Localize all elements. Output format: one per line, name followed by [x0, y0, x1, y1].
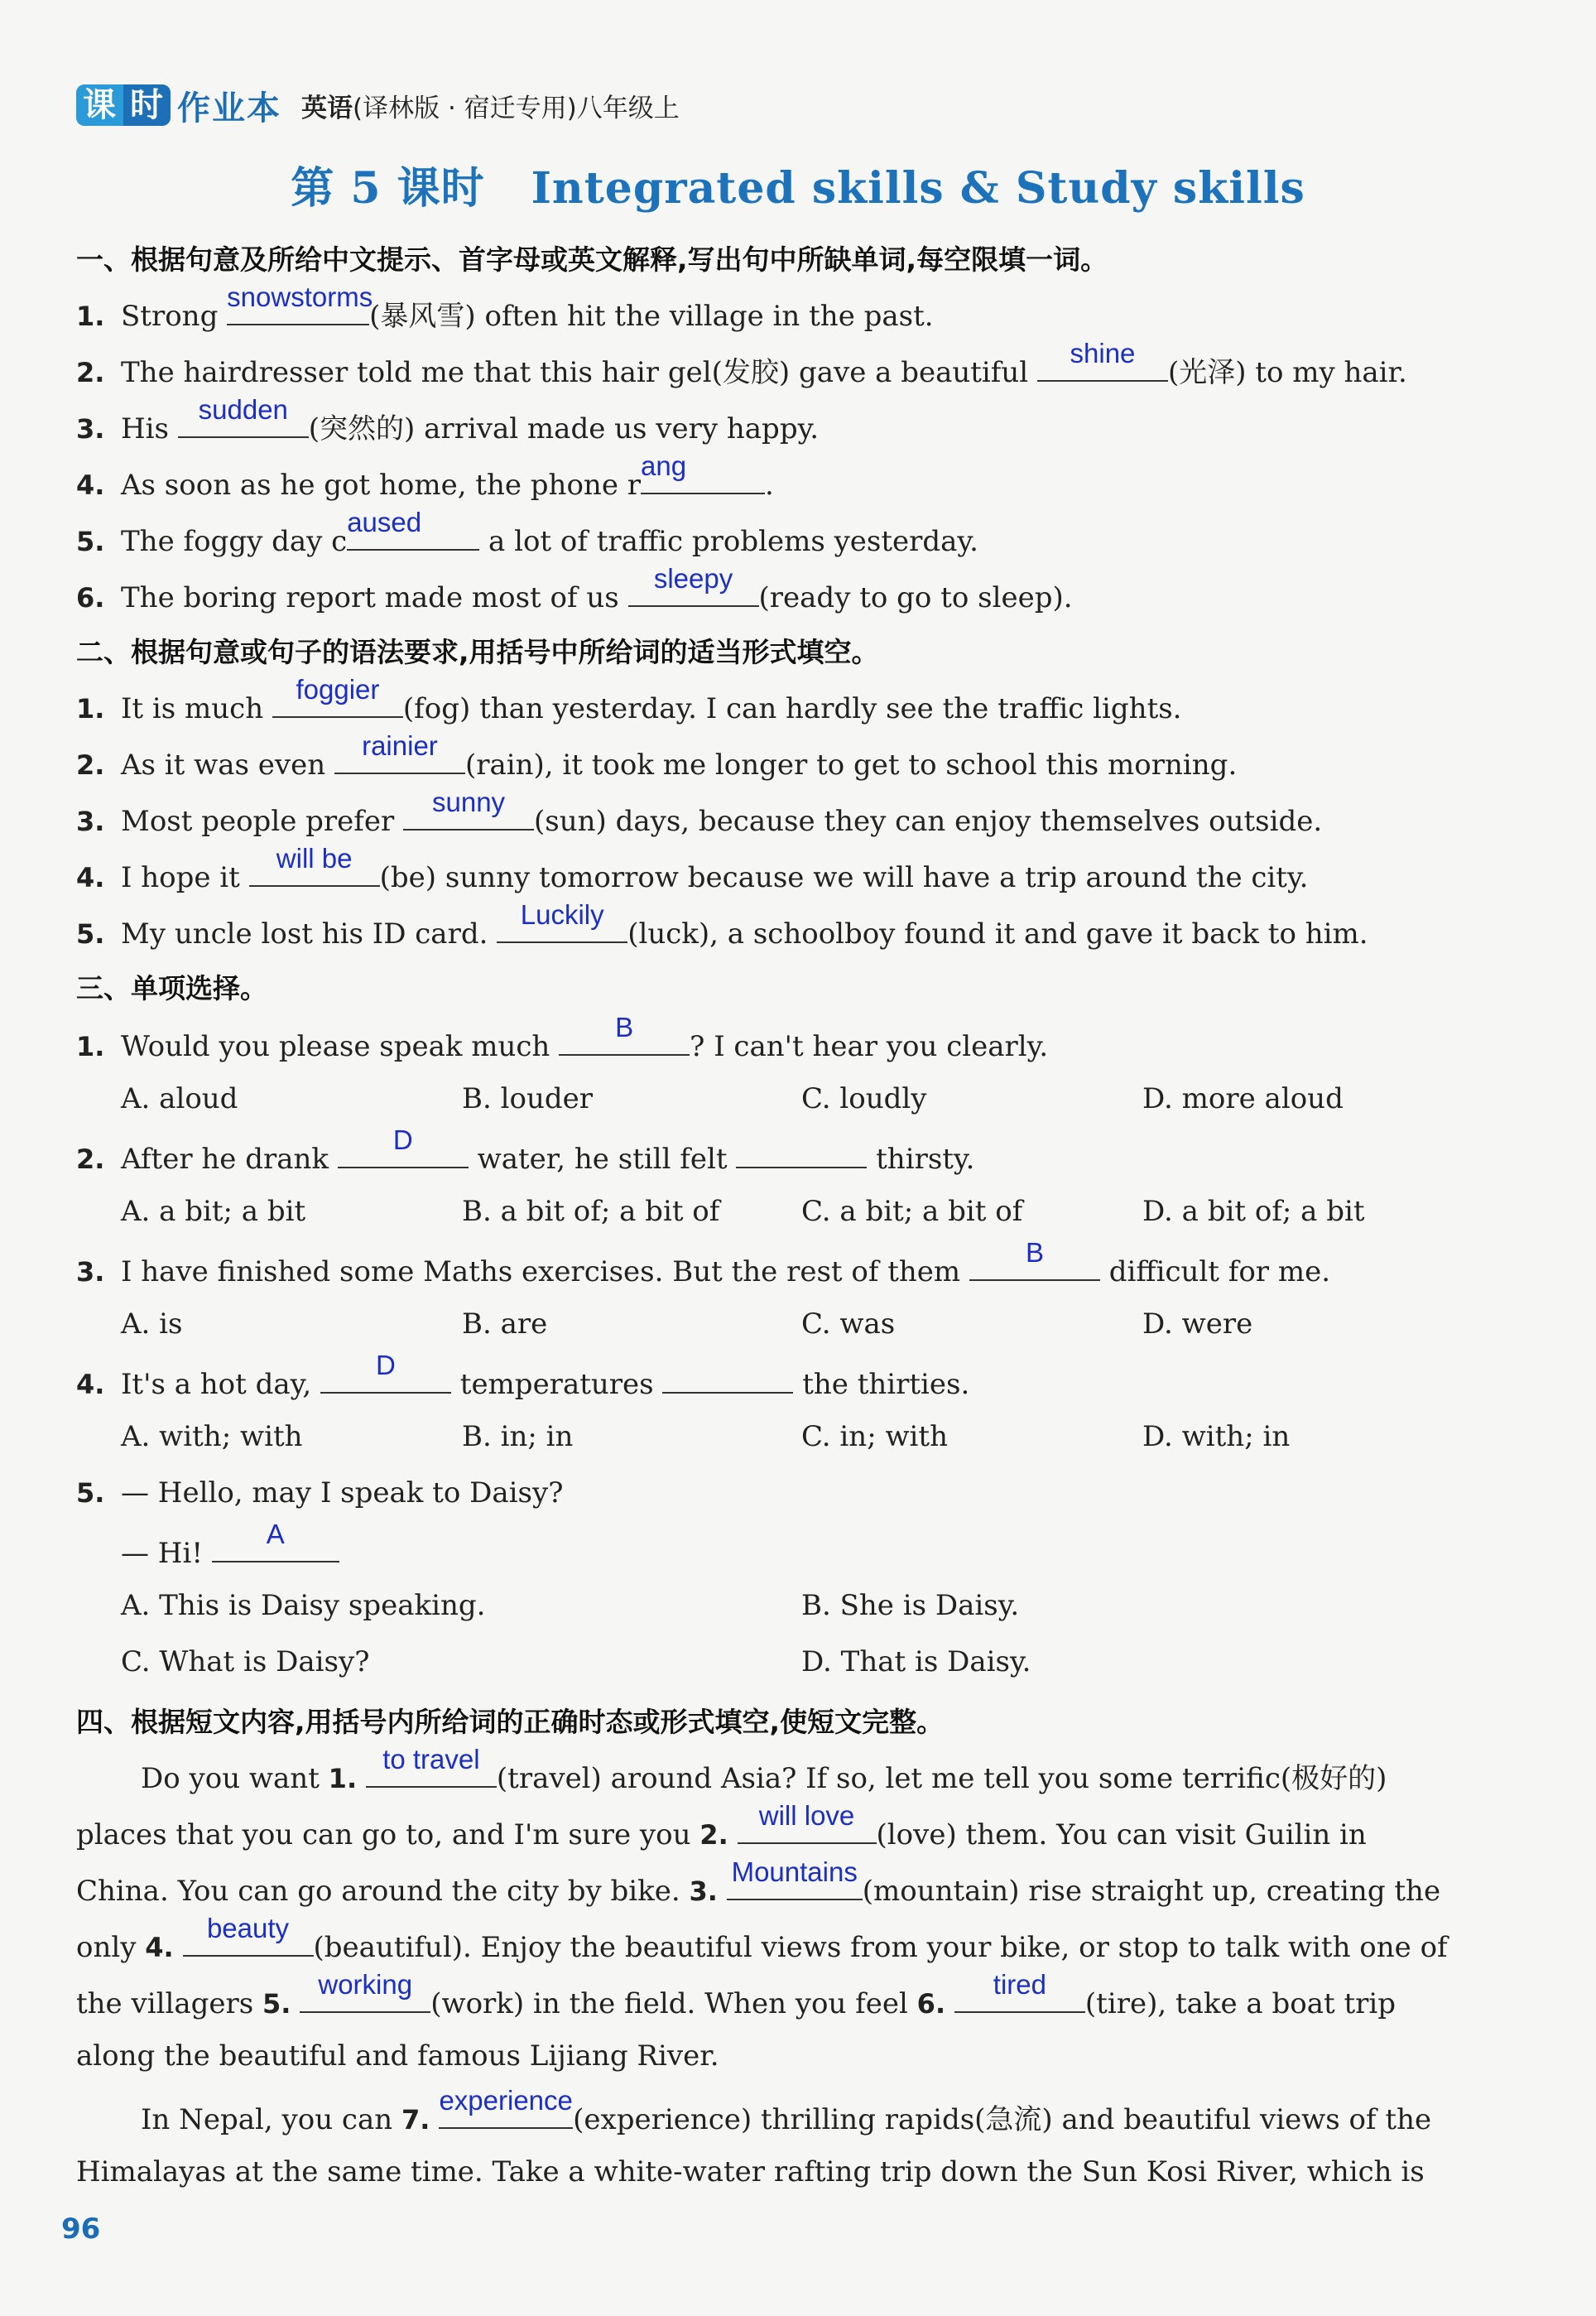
question-text: It's a hot day, [121, 1368, 320, 1401]
question-row [76, 282, 934, 335]
question-number: 6. [76, 582, 105, 614]
answer-text: sudden [198, 394, 288, 425]
question-number: 4. [76, 1369, 105, 1400]
question-number: 1. [76, 693, 105, 725]
section-heading-4: 四、根据短文内容,用括号内所给词的正确时态或形式填空,使短文完整。 [76, 1706, 945, 1738]
answer-blank[interactable] [559, 1012, 690, 1056]
question-text: The foggy day c [121, 525, 348, 558]
question-number: 2. [76, 1144, 105, 1175]
option-d[interactable]: D. That is Daisy. [801, 1645, 1031, 1678]
question-text: the thirties. [793, 1368, 970, 1401]
option-a[interactable]: A. a bit; a bit [121, 1195, 306, 1228]
question-row [76, 507, 978, 560]
answer-text: rainier [362, 730, 438, 761]
edition: (译林版 · 宿迁专用)八年级上 [353, 93, 680, 123]
option-a[interactable]: A. with; with [121, 1420, 303, 1453]
option-a[interactable]: A. is [121, 1307, 183, 1341]
passage-text: places that you can go to, and I'm sure you [76, 1818, 700, 1851]
answer-text: ang [641, 450, 687, 481]
question-text: (突然的) arrival made us very happy. [308, 412, 820, 445]
question-number: 4. [76, 862, 105, 893]
answer-text: foggier [296, 674, 380, 705]
passage-line [76, 1856, 1483, 1909]
answer-blank[interactable] [347, 507, 479, 551]
question-text: The hairdresser told me that this hair gel(发胶) gave a beautiful [121, 356, 1037, 389]
passage-text: (mountain) rise straight up, creating the [862, 1875, 1441, 1908]
question-row [121, 1519, 339, 1572]
question-row [76, 674, 1182, 727]
answer-text: D [376, 1350, 396, 1380]
option-c[interactable]: C. a bit; a bit of [801, 1195, 1023, 1228]
option-d[interactable]: D. more aloud [1142, 1082, 1344, 1115]
answer-text: beauty [206, 1913, 290, 1943]
option-d[interactable]: D. a bit of; a bit [1142, 1195, 1365, 1228]
option-c[interactable]: C. was [801, 1307, 896, 1341]
question-row [76, 338, 1407, 391]
question-text: — Hello, may I speak to Daisy? [121, 1476, 564, 1509]
passage-line: along the beautiful and famous Lijiang River. [76, 2039, 719, 2073]
option-b[interactable]: B. louder [462, 1082, 593, 1115]
answer-text: sleepy [653, 563, 733, 594]
passage-line [76, 1969, 1483, 2022]
question-text: temperatures [450, 1368, 663, 1401]
option-c[interactable]: C. in; with [801, 1420, 948, 1453]
answer-blank[interactable] [334, 730, 465, 774]
lesson-title-en: Integrated skills & Study skills [531, 163, 1305, 214]
question-number: 3. [76, 413, 105, 445]
answer-text: Luckily [520, 899, 604, 930]
question-number: 5. [76, 526, 105, 557]
section-heading-2: 二、根据句意或句子的语法要求,用括号中所给词的适当形式填空。 [76, 636, 879, 668]
question-number: 3. [76, 1256, 105, 1288]
answer-blank[interactable] [300, 1969, 430, 2013]
question-number: 5. [76, 1477, 105, 1509]
question-text: (ready to go to sleep). [758, 581, 1073, 614]
answer-blank[interactable] [954, 1969, 1085, 2013]
passage-text: (beautiful). Enjoy the beautiful views from your bike, or stop to talk with one of [313, 1931, 1448, 1964]
section-heading-1: 一、根据句意及所给中文提示、首字母或英文解释,写出句中所缺单词,每空限填一词。 [76, 243, 1108, 276]
answer-blank[interactable] [249, 843, 380, 887]
question-number: 2. [76, 357, 105, 388]
question-text: It is much [121, 692, 272, 725]
passage-text: (work) in the field. When you feel [430, 1987, 917, 2020]
blank-number: 6. [916, 1988, 946, 2020]
logo [76, 84, 171, 126]
question-text: difficult for me. [1099, 1255, 1331, 1288]
blank-number: 1. [328, 1763, 358, 1794]
answer-text: D [392, 1124, 413, 1155]
blank-number: 2. [699, 1819, 728, 1851]
question-row [76, 730, 1238, 783]
answer-text: will love [758, 1800, 855, 1831]
passage-text: China. You can go around the city by bike. [76, 1875, 690, 1908]
blank-number: 4. [145, 1932, 174, 1963]
answer-blank[interactable] [320, 1350, 451, 1394]
passage-line [76, 1800, 1483, 1853]
question-number: 1. [76, 301, 105, 332]
question-text: I hope it [121, 861, 249, 894]
answer-blank[interactable] [969, 1237, 1100, 1281]
question-row [76, 563, 1073, 616]
question-row [76, 1124, 975, 1177]
answer-blank[interactable] [212, 1519, 339, 1562]
blank-number: 3. [689, 1875, 718, 1907]
question-text: (rain), it took me longer to get to school this morning. [464, 749, 1238, 782]
answer-blank[interactable] [178, 394, 309, 438]
lesson-title [0, 153, 1596, 215]
option-b[interactable]: B. a bit of; a bit of [462, 1195, 720, 1228]
option-d[interactable]: D. with; in [1142, 1420, 1291, 1453]
question-text: Most people prefer [121, 805, 404, 838]
question-text: As soon as he got home, the phone r [121, 469, 642, 502]
blank-number: 5. [262, 1988, 291, 2020]
question-text: Strong [121, 300, 228, 333]
passage-text: Do you want [141, 1762, 329, 1795]
answer-blank[interactable] [497, 899, 627, 943]
subject: 英语 [301, 93, 353, 123]
answer-blank[interactable] [736, 1137, 867, 1168]
question-text: My uncle lost his ID card. [121, 917, 498, 951]
question-row [76, 787, 1323, 840]
answer-text: B [615, 1012, 634, 1042]
question-number: 5. [76, 918, 105, 950]
question-text: (sun) days, because they can enjoy themselves outside. [534, 805, 1323, 838]
answer-text: sunny [432, 787, 506, 817]
book-subtitle [301, 87, 680, 124]
option-a[interactable]: A. aloud [121, 1082, 238, 1115]
question-text: As it was even [121, 749, 334, 782]
answer-blank[interactable] [727, 1856, 863, 1900]
option-c[interactable]: C. loudly [801, 1082, 927, 1115]
option-b[interactable]: B. She is Daisy. [801, 1589, 1020, 1622]
answer-blank[interactable] [738, 1800, 877, 1844]
question-text: a lot of traffic problems yesterday. [479, 525, 978, 558]
logo-part2: 时 [123, 84, 171, 126]
page-number: 96 [61, 2212, 101, 2246]
answer-blank[interactable] [183, 1913, 314, 1957]
question-number: 3. [76, 806, 105, 837]
option-b[interactable]: B. are [462, 1307, 548, 1341]
option-a[interactable]: A. This is Daisy speaking. [121, 1589, 486, 1622]
question-row [76, 394, 820, 447]
passage-text: (experience) thrilling rapids(急流) and beautiful views of the [573, 2103, 1432, 2136]
passage-text: (love) them. You can visit Guilin in [876, 1818, 1367, 1851]
passage-line [141, 2085, 1548, 2138]
answer-text: shine [1070, 338, 1136, 368]
question-text: (光泽) to my hair. [1167, 356, 1407, 389]
question-text: ? I can't hear you clearly. [690, 1030, 1049, 1063]
answer-blank[interactable] [227, 282, 373, 325]
question-text: thirsty. [867, 1143, 975, 1176]
answer-blank[interactable] [1037, 338, 1168, 382]
section-heading-3: 三、单项选择。 [76, 972, 267, 1004]
question-text: (luck), a schoolboy found it and gave it back to him. [627, 917, 1368, 951]
blank-number: 7. [401, 2104, 430, 2135]
passage-text: In Nepal, you can [141, 2103, 401, 2136]
question-text: After he drank [121, 1143, 338, 1176]
question-row [76, 1350, 970, 1403]
answer-text: will be [276, 843, 353, 874]
answer-text: A [266, 1519, 285, 1549]
answer-blank[interactable] [272, 674, 403, 718]
question-row [76, 1237, 1331, 1290]
answer-blank[interactable] [662, 1362, 793, 1394]
answer-text: experience [439, 2085, 573, 2116]
passage-text: only [76, 1931, 146, 1964]
answer-text: aused [347, 507, 422, 537]
question-number: 1. [76, 1031, 105, 1062]
answer-text: working [318, 1969, 413, 2000]
header [76, 79, 680, 131]
passage-text: (travel) around Asia? If so, let me tell you some terrific(极好的) [496, 1762, 1387, 1795]
question-text: His [121, 412, 178, 445]
answer-text: to travel [382, 1744, 480, 1774]
question-text: I have finished some Maths exercises. But the rest of them [121, 1255, 969, 1288]
answer-text: Mountains [731, 1856, 858, 1887]
answer-text: snowstorms [227, 282, 373, 312]
question-text: (fog) than yesterday. I can hardly see the traffic lights. [402, 692, 1182, 725]
question-text: (be) sunny tomorrow because we will have a trip around the city. [379, 861, 1309, 894]
question-row [76, 1475, 563, 1511]
question-row [76, 899, 1368, 952]
passage-text: (tire), take a boat trip [1084, 1987, 1396, 2020]
answer-blank[interactable] [338, 1124, 469, 1168]
passage-line: Himalayas at the same time. Take a white-water rafting trip down the Sun Kosi River, which is [76, 2155, 1425, 2188]
option-c[interactable]: C. What is Daisy? [121, 1645, 370, 1678]
answer-blank[interactable] [628, 563, 759, 607]
question-row [76, 450, 774, 503]
answer-text: tired [993, 1969, 1046, 2000]
question-text: — Hi! [121, 1537, 212, 1570]
logo-text: 作业本 [177, 89, 281, 128]
question-text: Would you please speak much [121, 1030, 560, 1063]
answer-blank[interactable] [403, 787, 534, 831]
question-number: 4. [76, 469, 105, 501]
passage-text: the villagers [76, 1987, 262, 2020]
passage-line [76, 1913, 1483, 1966]
question-text: water, he still felt [468, 1143, 737, 1176]
question-text: (暴风雪) often hit the village in the past. [369, 300, 934, 333]
question-text: The boring report made most of us [121, 581, 628, 614]
answer-blank[interactable] [641, 450, 765, 494]
question-number: 2. [76, 749, 105, 781]
option-b[interactable]: B. in; in [462, 1420, 574, 1453]
passage-line [141, 1744, 1548, 1797]
option-d[interactable]: D. were [1142, 1307, 1253, 1341]
question-text: . [765, 469, 774, 502]
answer-blank[interactable] [366, 1744, 497, 1788]
question-row [76, 1012, 1049, 1065]
answer-blank[interactable] [439, 2085, 573, 2129]
logo-part1: 课 [76, 84, 123, 126]
lesson-title-cn: 第 5 课时 [291, 163, 485, 214]
answer-text: B [1025, 1237, 1044, 1268]
question-row [76, 843, 1309, 896]
